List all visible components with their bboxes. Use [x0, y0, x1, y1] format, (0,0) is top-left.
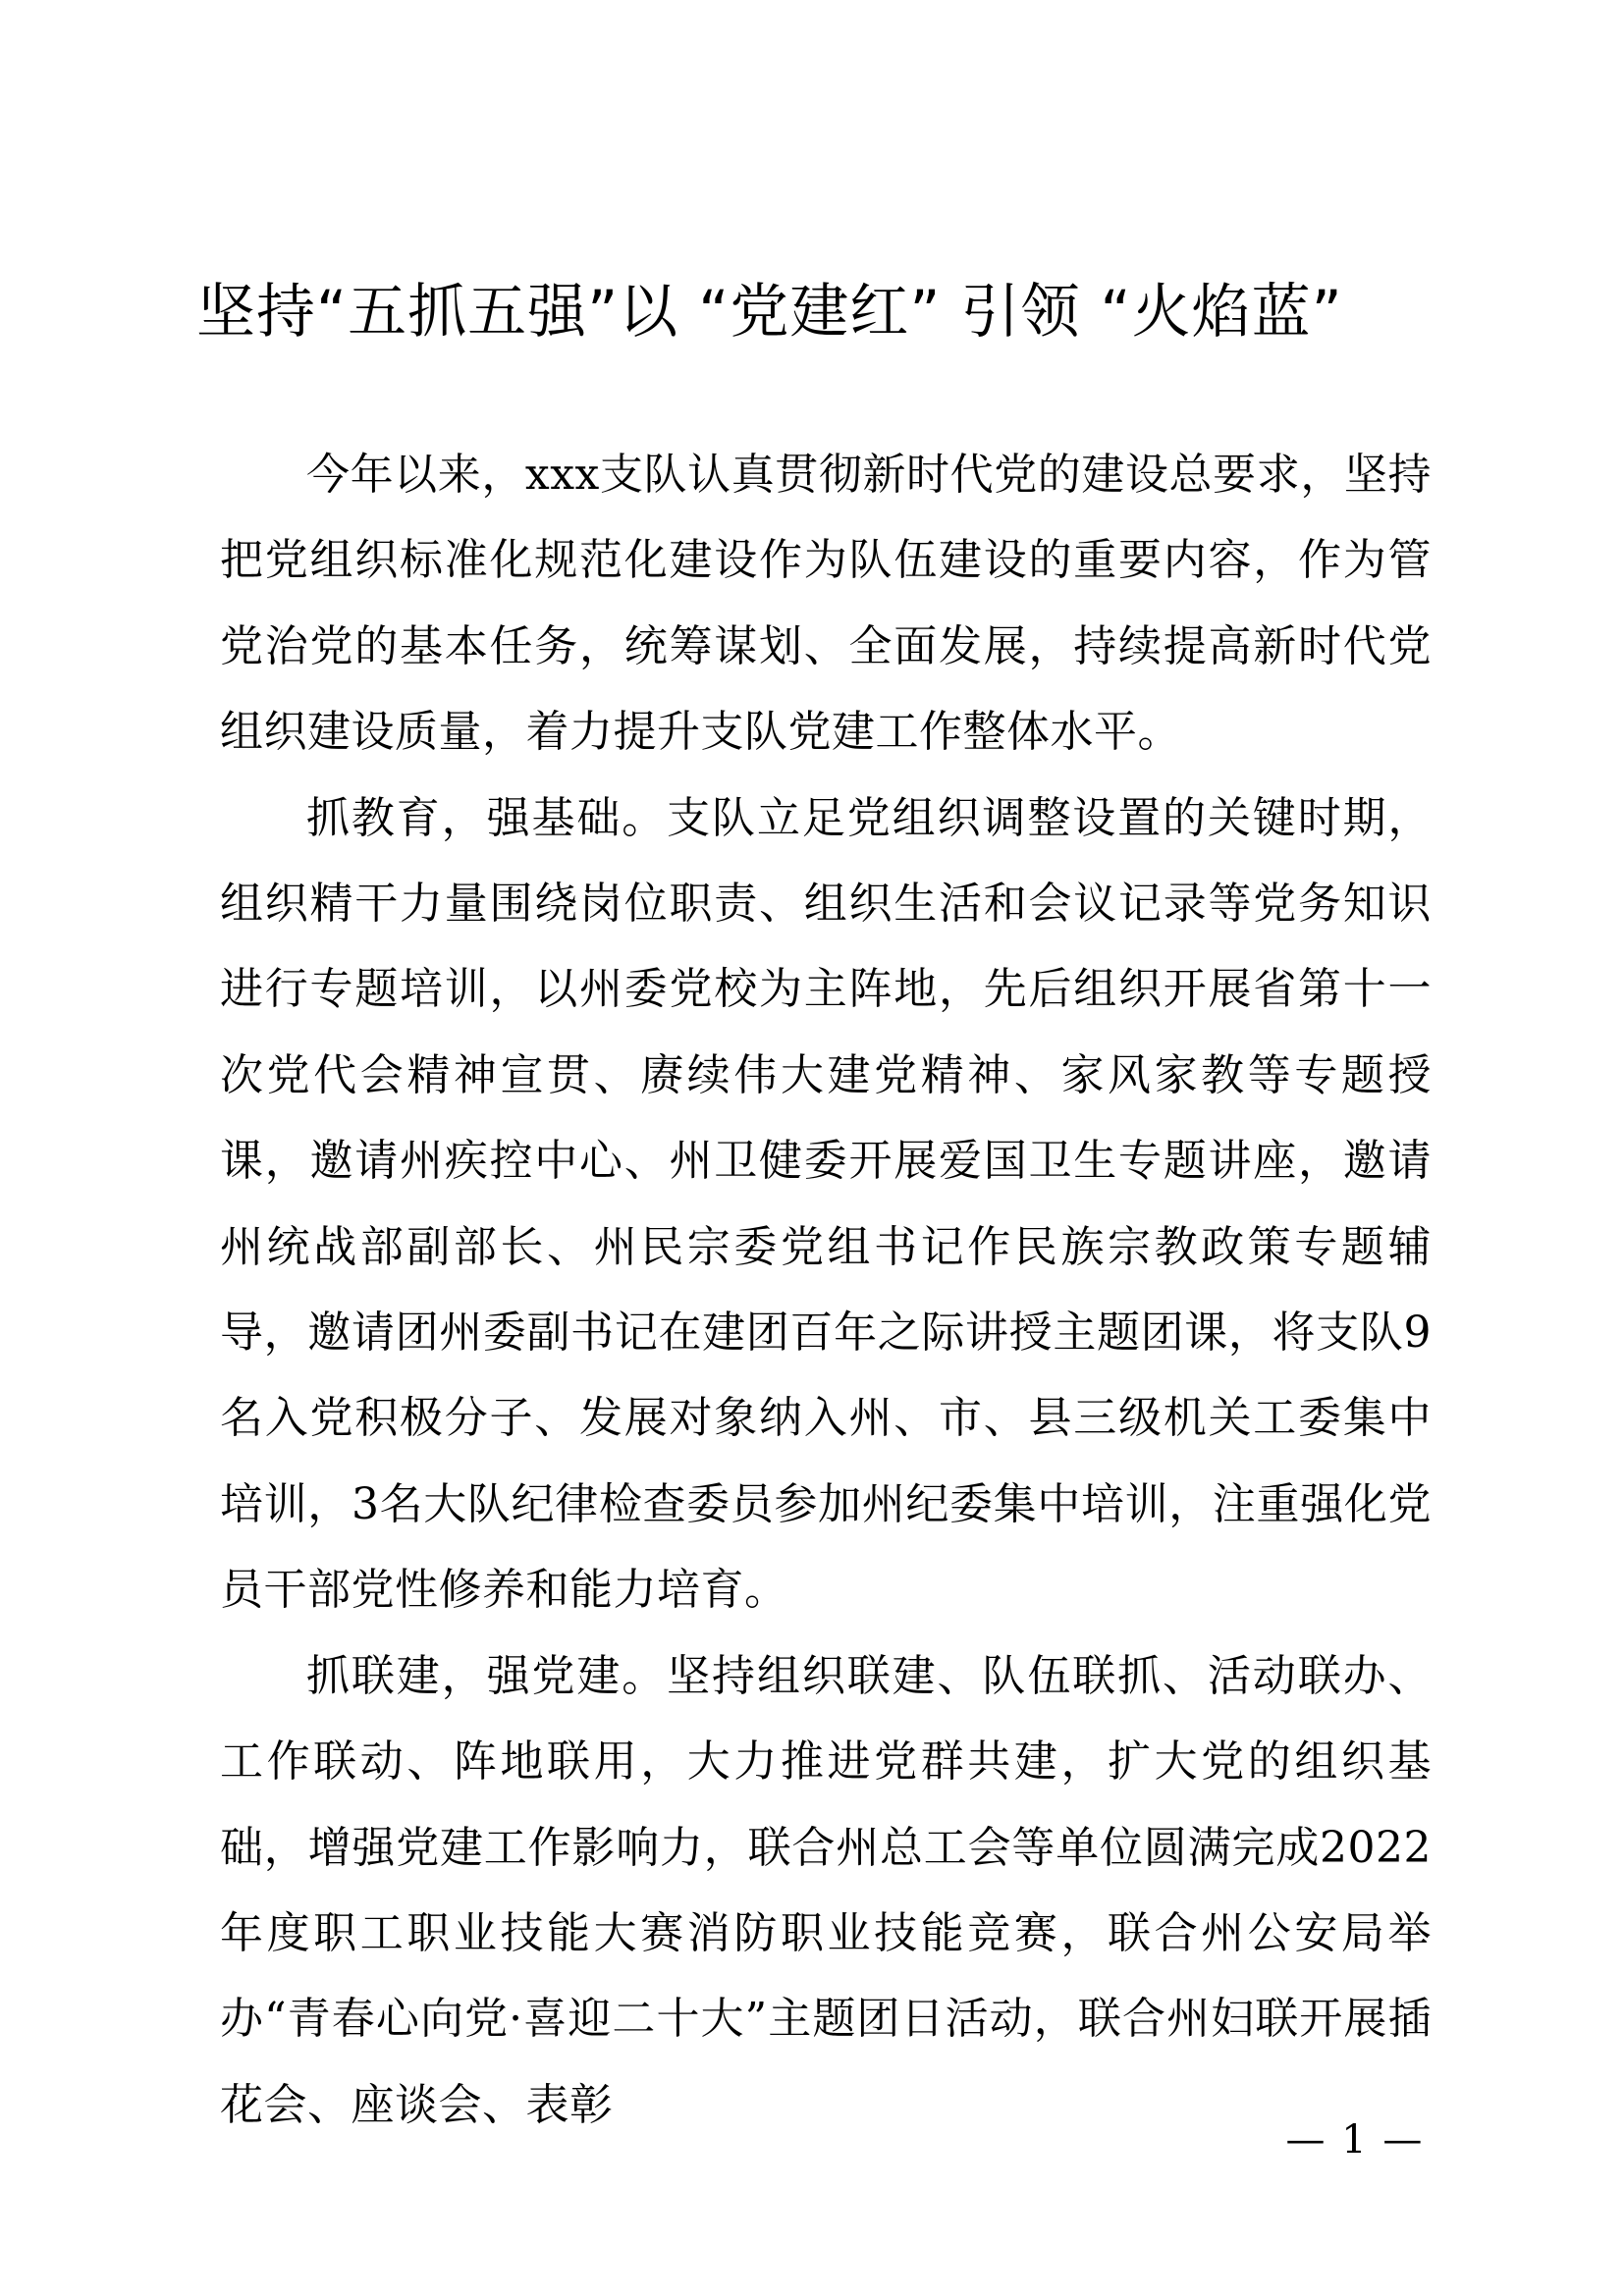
- paragraph-intro: 今年以来，xxx支队认真贯彻新时代党的建设总要求，坚持把党组织标准化规范化建设作为队伍建设的重要内容，作为管党治党的基本任务，统筹谋划、全面发展，持续提高新时代党组织建设质量，着力提升支队党建工作整体水平。: [220, 450, 1432, 758]
- document-title: 坚持“五抓五强”以 “党建红” 引领 “火焰蓝”: [196, 278, 1343, 347]
- document-body: [220, 432, 1432, 2148]
- paragraph-joint-building: 抓联建，强党建。坚持组织联建、队伍联抓、活动联办、工作联动、阵地联用，大力推进党群共建，扩大党的组织基础，增强党建工作影响力，联合州总工会等单位圆满完成2022年度职工职业技能大赛消防职业技能竞赛，联合州公安局举办“青春心向党·喜迎二十大”主题团日活动，联合州妇联开展插花会、座谈会、表彰: [220, 1650, 1432, 2130]
- page-number: — 1 —: [1285, 2117, 1425, 2163]
- paragraph-education: 抓教育，强基础。支队立足党组织调整设置的关键时期，组织精干力量围绕岗位职责、组织生活和会议记录等党务知识进行专题培训，以州委党校为主阵地，先后组织开展省第十一次党代会精神宣贯、赓续伟大建党精神、家风家教等专题授课，邀请州疾控中心、州卫健委开展爱国卫生专题讲座，邀请州统战部副部长、州民宗委党组书记作民族宗教政策专题辅导，邀请团州委副书记在建团百年之际讲授主题团课，将支队9名入党积极分子、发展对象纳入州、市、县三级机关工委集中培训，3名大队纪律检查委员参加州纪委集中培训，注重强化党员干部党性修养和能力培育。: [220, 792, 1432, 1616]
